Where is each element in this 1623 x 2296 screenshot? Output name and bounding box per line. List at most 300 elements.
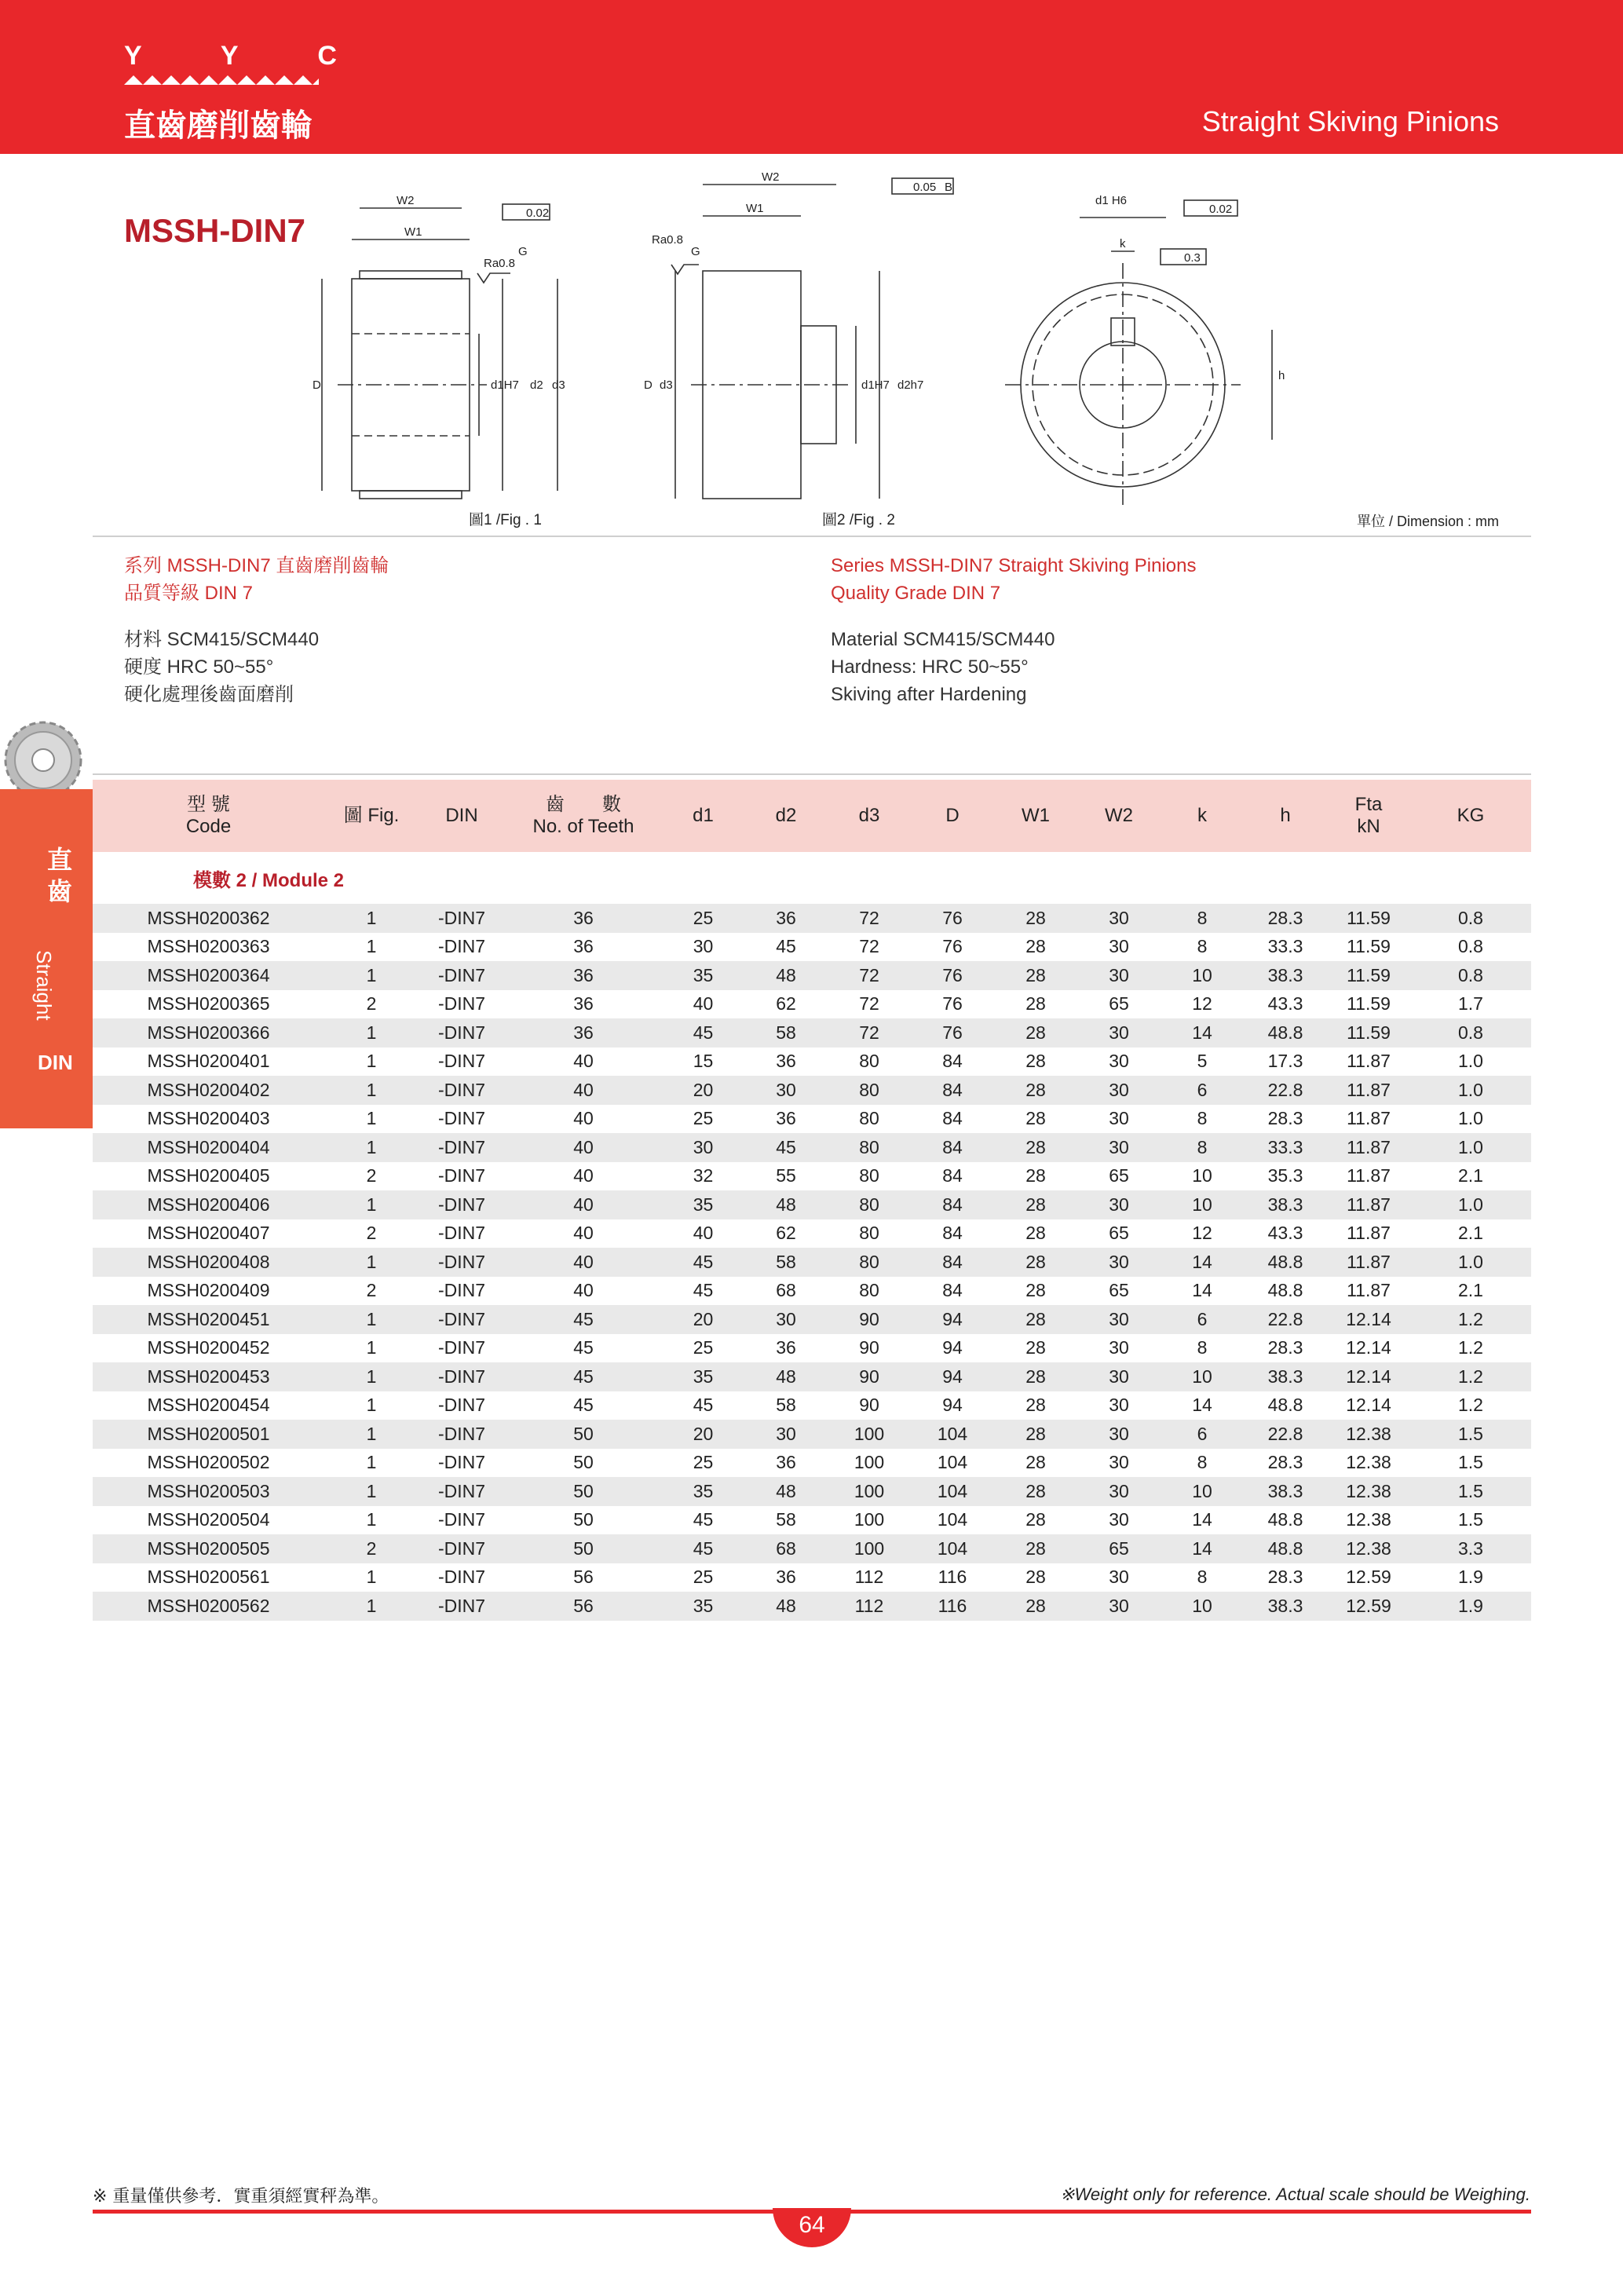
hardness-en: Hardness: HRC 50~55° [831,656,1029,678]
header-w1: W1 [994,780,1077,852]
table-row [93,1592,1531,1621]
table-cell: 1 [324,1420,419,1449]
table-cell: 14 [1192,1280,1212,1301]
table-cell: -DIN7 [419,961,505,990]
table-row [93,961,1531,990]
table-cell: 20 [662,1076,744,1105]
table-cell: 36 [505,1018,662,1047]
module-label: 模數 2 / Module 2 [93,852,1531,904]
figure-2-label: 圖2 /Fig . 2 [822,512,895,528]
table-cell: -DIN7 [419,1592,505,1621]
table-row [93,904,1531,933]
table-cell: 10 [1161,1362,1244,1391]
table-cell: 104 [911,1420,994,1449]
table-cell: 30 [1109,1051,1129,1072]
table-cell: 104 [911,1477,994,1506]
header-d2: d2 [744,780,828,852]
table-cell: 76 [911,961,994,990]
table-cell: 12.14 [1327,1362,1410,1391]
table-cell: 30 [1109,1509,1129,1530]
table-cell: 50 [505,1420,662,1449]
table-row [93,1305,1531,1334]
table-cell: 1 [324,1592,419,1621]
table-cell: -DIN7 [437,1165,486,1186]
figure-1-label: 圖1 /Fig . 1 [469,512,542,528]
table-cell: 28 [994,1076,1077,1105]
table-cell: 8 [1161,1133,1244,1162]
table-cell: 28 [1025,993,1046,1015]
table-cell: 45 [693,1395,714,1416]
spec-table [93,780,1531,1621]
table-cell: 48.8 [1244,1018,1327,1047]
table-cell: 30 [1077,1305,1161,1334]
svg-text:d2h7: d2h7 [897,378,924,392]
svg-text:d1H7: d1H7 [861,378,890,392]
table-cell: 40 [693,993,714,1015]
svg-text:Ra0.8: Ra0.8 [652,233,684,247]
table-cell: 30 [1109,1108,1129,1129]
table-cell: 2 [366,1165,377,1186]
header-D: D [911,780,994,852]
table-cell: 12.14 [1346,1395,1391,1416]
table-cell: 32 [693,1165,714,1186]
table-cell: 40 [573,1108,594,1129]
table-cell: 30 [1077,1362,1161,1391]
module-row [93,852,1531,904]
header-h: h [1244,780,1327,852]
header-d3: d3 [828,780,911,852]
table-cell: 48 [744,1362,828,1391]
table-cell: 28 [994,1133,1077,1162]
table-cell: 11.87 [1347,1108,1391,1129]
table-cell: 94 [911,1362,994,1391]
table-cell: 48.8 [1267,1280,1303,1301]
table-cell: MSSH0200502 [147,1452,270,1473]
table-cell: 65 [1109,1280,1129,1301]
table-row [93,1477,1531,1506]
table-cell: MSSH0200562 [93,1592,324,1621]
table-cell: 35 [662,1592,744,1621]
table-cell: 28 [994,1592,1077,1621]
svg-text:d2: d2 [530,378,543,392]
footer-note-zh: ※ 重量僅供參考．實重須經實秤為準。 [93,2187,389,2206]
table-cell: 2.1 [1458,1165,1483,1186]
table-cell: 28.3 [1267,1108,1303,1129]
table-cell: 30 [744,1305,828,1334]
table-cell: 0.8 [1410,1018,1531,1047]
table-cell: MSSH0200403 [147,1108,270,1129]
table-cell: -DIN7 [437,1051,486,1072]
table-cell: 1 [324,1190,419,1219]
header-din: DIN [419,780,505,852]
page-number: 64 [773,2208,851,2247]
table-cell: 22.8 [1244,1076,1327,1105]
table-row [93,1248,1531,1277]
table-cell: 80 [859,1051,879,1072]
table-cell: 50 [505,1534,662,1563]
table-cell: 38.3 [1244,1362,1327,1391]
side-tab-din: DIN [38,1051,73,1074]
table-cell: 30 [1077,1592,1161,1621]
table-cell: 48.8 [1267,1509,1303,1530]
table-cell: 2.1 [1458,1280,1483,1301]
svg-text:0.05: 0.05 [913,181,937,194]
table-cell: 1.0 [1410,1133,1531,1162]
table-cell: MSSH0200505 [93,1534,324,1563]
side-tab-en: Straight [32,950,56,1021]
table-cell: -DIN7 [437,936,486,957]
header-k: k [1161,780,1244,852]
table-row [93,1420,1531,1449]
table-row [93,1277,1531,1306]
table-cell: 6 [1161,1420,1244,1449]
table-cell: 14 [1161,1018,1244,1047]
table-cell: 35 [662,1477,744,1506]
table-cell: 30 [1109,1337,1129,1358]
table-cell: 1 [366,1051,377,1072]
table-cell: 30 [1077,1420,1161,1449]
table-cell: 45 [776,936,796,957]
table-cell: 28 [994,1362,1077,1391]
table-cell: 12.38 [1346,1452,1391,1473]
table-cell: 90 [828,1305,911,1334]
table-cell: MSSH0200504 [147,1509,270,1530]
table-cell: 104 [937,1509,968,1530]
table-cell: 45 [505,1362,662,1391]
table-cell: 33.3 [1267,936,1303,957]
table-cell: 1 [366,1509,377,1530]
table-cell: 1.7 [1458,993,1483,1015]
table-cell: 30 [693,936,714,957]
material-zh: 材料 SCM415/SCM440 [124,629,320,650]
table-cell: 40 [505,1076,662,1105]
table-cell: 14 [1192,1395,1212,1416]
spec-en [831,552,1197,708]
table-cell: 12.14 [1346,1337,1391,1358]
table-cell: 0.8 [1458,936,1483,957]
table-cell: 45 [662,1248,744,1277]
table-cell: 45 [693,1509,714,1530]
table-cell: 36 [573,936,594,957]
table-cell: 1.0 [1458,1051,1483,1072]
table-cell: 36 [573,993,594,1015]
table-cell: MSSH0200365 [147,993,270,1015]
table-cell: 2 [366,1223,377,1244]
table-cell: 40 [505,1248,662,1277]
table-cell: 116 [938,1567,967,1588]
process-en: Skiving after Hardening [831,684,1027,705]
table-cell: 56 [573,1567,594,1588]
svg-text:D: D [644,378,652,392]
table-cell: 11.87 [1347,1165,1391,1186]
series-zh: 系列 MSSH-DIN7 直齒磨削齒輪 [124,555,389,576]
table-cell: 48.8 [1244,1534,1327,1563]
table-cell: -DIN7 [437,1108,486,1129]
table-cell: 1.5 [1458,1509,1483,1530]
table-cell: 72 [859,993,879,1015]
table-cell: 1.0 [1458,1108,1483,1129]
table-cell: 1.2 [1458,1395,1483,1416]
table-cell: 30 [1077,1248,1161,1277]
table-cell: 58 [776,1509,796,1530]
table-cell: 28 [1025,1108,1046,1129]
table-cell: 1 [324,961,419,990]
table-row [93,1362,1531,1391]
table-cell: 11.59 [1327,1018,1410,1047]
table-cell: 8 [1197,1452,1208,1473]
svg-text:W1: W1 [404,225,422,239]
table-cell: 2 [366,993,377,1015]
table-row [93,1105,1531,1134]
table-cell: 10 [1161,1592,1244,1621]
header-teeth: 齒 數 No. of Teeth [505,780,662,852]
svg-text:0.3: 0.3 [1184,251,1201,265]
table-cell: 84 [911,1076,994,1105]
table-cell: 8 [1161,904,1244,933]
table-cell: MSSH0200366 [93,1018,324,1047]
table-cell: 36 [776,1108,796,1129]
table-cell: 65 [1109,1165,1129,1186]
table-row [93,1449,1531,1478]
table-cell: 1 [324,1305,419,1334]
table-cell: 43.3 [1267,993,1303,1015]
table-cell: 2 [366,1280,377,1301]
table-cell: 12.59 [1327,1592,1410,1621]
table-cell: 1.5 [1410,1420,1531,1449]
table-cell: 25 [693,1108,714,1129]
table-cell: 45 [693,1280,714,1301]
table-cell: MSSH0200501 [93,1420,324,1449]
table-cell: 28 [1025,1509,1046,1530]
table-cell: 10 [1161,1477,1244,1506]
figure-2-drawing [671,185,879,499]
footer-note-en: ※Weight only for reference. Actual scale should be Weighing. [1060,2184,1530,2204]
table-cell: MSSH0200401 [147,1051,270,1072]
table-cell: -DIN7 [419,1133,505,1162]
table-row [93,1563,1531,1592]
table-cell: 11.87 [1347,1223,1391,1244]
process-zh: 硬化處理後齒面磨削 [124,684,294,705]
table-cell: 1 [324,1477,419,1506]
table-cell: 100 [854,1509,885,1530]
table-cell: 35 [662,961,744,990]
table-cell: 28 [994,1190,1077,1219]
table-cell: 1.0 [1410,1248,1531,1277]
table-cell: 11.87 [1327,1133,1410,1162]
table-cell: 30 [1077,1477,1161,1506]
table-cell: 45 [662,1018,744,1047]
table-cell: -DIN7 [419,1018,505,1047]
header-code: 型 號 Code [93,780,324,852]
dimension-unit: 單位 / Dimension : mm [1356,514,1499,529]
table-cell: 28 [1025,1165,1046,1186]
table-cell: -DIN7 [437,1223,486,1244]
table-cell: 84 [942,1108,963,1129]
table-cell: MSSH0200363 [147,936,270,957]
table-cell: 38.3 [1244,1477,1327,1506]
table-row [93,1018,1531,1047]
table-cell: 80 [828,1190,911,1219]
table-cell: 11.87 [1327,1076,1410,1105]
table-cell: 80 [828,1133,911,1162]
table-cell: 36 [744,904,828,933]
svg-text:h: h [1278,369,1285,382]
table-cell: 45 [662,1534,744,1563]
table-cell: -DIN7 [419,1362,505,1391]
table-cell: 40 [505,1190,662,1219]
table-cell: 14 [1161,1248,1244,1277]
table-cell: 1 [366,1452,377,1473]
table-cell: 1 [324,1076,419,1105]
svg-text:W1: W1 [746,202,764,215]
page-header [0,0,1623,154]
table-cell: 40 [573,1280,594,1301]
technical-drawings [298,161,1319,534]
table-row [93,933,1531,962]
table-cell: MSSH0200405 [147,1165,270,1186]
table-cell: 1.2 [1410,1362,1531,1391]
table-cell: MSSH0200408 [93,1248,324,1277]
svg-text:Ra0.8: Ra0.8 [484,257,516,270]
table-cell: 48 [744,1592,828,1621]
table-cell: 1 [366,1395,377,1416]
table-cell: 8 [1197,1567,1208,1588]
table-cell: 36 [776,1051,796,1072]
table-cell: 94 [911,1305,994,1334]
svg-text:d3: d3 [660,378,673,392]
table-cell: 28 [1025,1280,1046,1301]
table-cell: 10 [1192,1165,1212,1186]
grade-zh: 品質等級 DIN 7 [124,583,254,604]
table-cell: 72 [828,904,911,933]
table-cell: 28.3 [1267,1337,1303,1358]
table-cell: 50 [505,1477,662,1506]
table-row [93,1047,1531,1077]
table-cell: 1 [366,936,377,957]
table-cell: 1.9 [1458,1567,1483,1588]
table-cell: MSSH0200409 [147,1280,270,1301]
table-cell: 0.8 [1410,961,1531,990]
table-cell: 28 [994,1534,1077,1563]
table-cell: MSSH0200452 [147,1337,270,1358]
table-cell: 1 [324,1018,419,1047]
table-cell: 28 [994,1018,1077,1047]
table-cell: 48 [744,961,828,990]
table-cell: 11.87 [1327,1190,1410,1219]
table-cell: 28 [1025,1452,1046,1473]
divider [93,536,1531,537]
table-cell: 20 [662,1305,744,1334]
table-cell: 22.8 [1244,1305,1327,1334]
table-cell: 68 [744,1534,828,1563]
svg-text:d1H7: d1H7 [491,378,519,392]
table-row [93,1219,1531,1249]
table-cell: MSSH0200404 [93,1133,324,1162]
table-cell: 20 [662,1420,744,1449]
table-cell: 28 [994,961,1077,990]
table-cell: 1 [324,1133,419,1162]
table-cell: -DIN7 [419,1420,505,1449]
table-cell: 38.3 [1244,961,1327,990]
table-cell: MSSH0200402 [93,1076,324,1105]
table-cell: 80 [828,1076,911,1105]
table-cell: 30 [744,1076,828,1105]
table-cell: 50 [573,1509,594,1530]
table-cell: 11.87 [1347,1280,1391,1301]
table-cell: 30 [662,1133,744,1162]
table-cell: -DIN7 [437,993,486,1015]
table-cell: 30 [1109,1567,1129,1588]
table-cell: 68 [776,1280,796,1301]
table-cell: 30 [1109,936,1129,957]
table-cell: 8 [1197,1108,1208,1129]
table-row [93,1076,1531,1105]
table-cell: 10 [1161,961,1244,990]
table-row [93,990,1531,1019]
table-cell: 80 [859,1108,879,1129]
table-cell: 84 [911,1133,994,1162]
table-cell: -DIN7 [419,1305,505,1334]
table-row [93,1534,1531,1563]
header-fig: 圖 Fig. [324,780,419,852]
table-cell: 1.9 [1410,1592,1531,1621]
table-cell: 65 [1077,1534,1161,1563]
table-cell: 30 [1109,1395,1129,1416]
table-cell: 116 [911,1592,994,1621]
table-cell: -DIN7 [419,904,505,933]
table-cell: MSSH0200451 [93,1305,324,1334]
table-cell: 48 [744,1190,828,1219]
table-cell: 11.59 [1347,936,1391,957]
header-fta: Fta kN [1327,780,1410,852]
table-cell: MSSH0200364 [93,961,324,990]
model-title: MSSH-DIN7 [124,212,306,249]
table-header [93,780,1531,852]
svg-text:G: G [691,245,700,258]
table-cell: 100 [828,1534,911,1563]
table-cell: MSSH0200362 [93,904,324,933]
table-cell: 43.3 [1267,1223,1303,1244]
table-cell: 100 [828,1420,911,1449]
table-cell: 40 [573,1223,594,1244]
table-cell: 45 [744,1133,828,1162]
table-cell: 1 [324,1362,419,1391]
table-cell: -DIN7 [437,1509,486,1530]
svg-text:0.02: 0.02 [526,207,550,220]
table-cell: MSSH0200406 [93,1190,324,1219]
table-cell: 36 [776,1452,796,1473]
table-cell: 50 [573,1452,594,1473]
table-cell: -DIN7 [419,1190,505,1219]
svg-text:G: G [518,245,528,258]
svg-text:k: k [1120,237,1126,250]
table-cell: -DIN7 [419,1477,505,1506]
logo-text: Y Y C [124,41,373,71]
table-cell: 58 [744,1248,828,1277]
table-cell: 1.2 [1410,1305,1531,1334]
table-cell: -DIN7 [437,1567,486,1588]
material-en: Material SCM415/SCM440 [831,629,1055,650]
table-cell: 1 [324,1248,419,1277]
table-cell: 12 [1192,993,1212,1015]
table-cell: 30 [1077,1190,1161,1219]
table-cell: 2 [324,1534,419,1563]
table-cell: 30 [1077,961,1161,990]
table-cell: 76 [942,936,963,957]
table-cell: 33.3 [1244,1133,1327,1162]
table-cell: 12.14 [1327,1305,1410,1334]
header-kg: KG [1410,780,1531,852]
